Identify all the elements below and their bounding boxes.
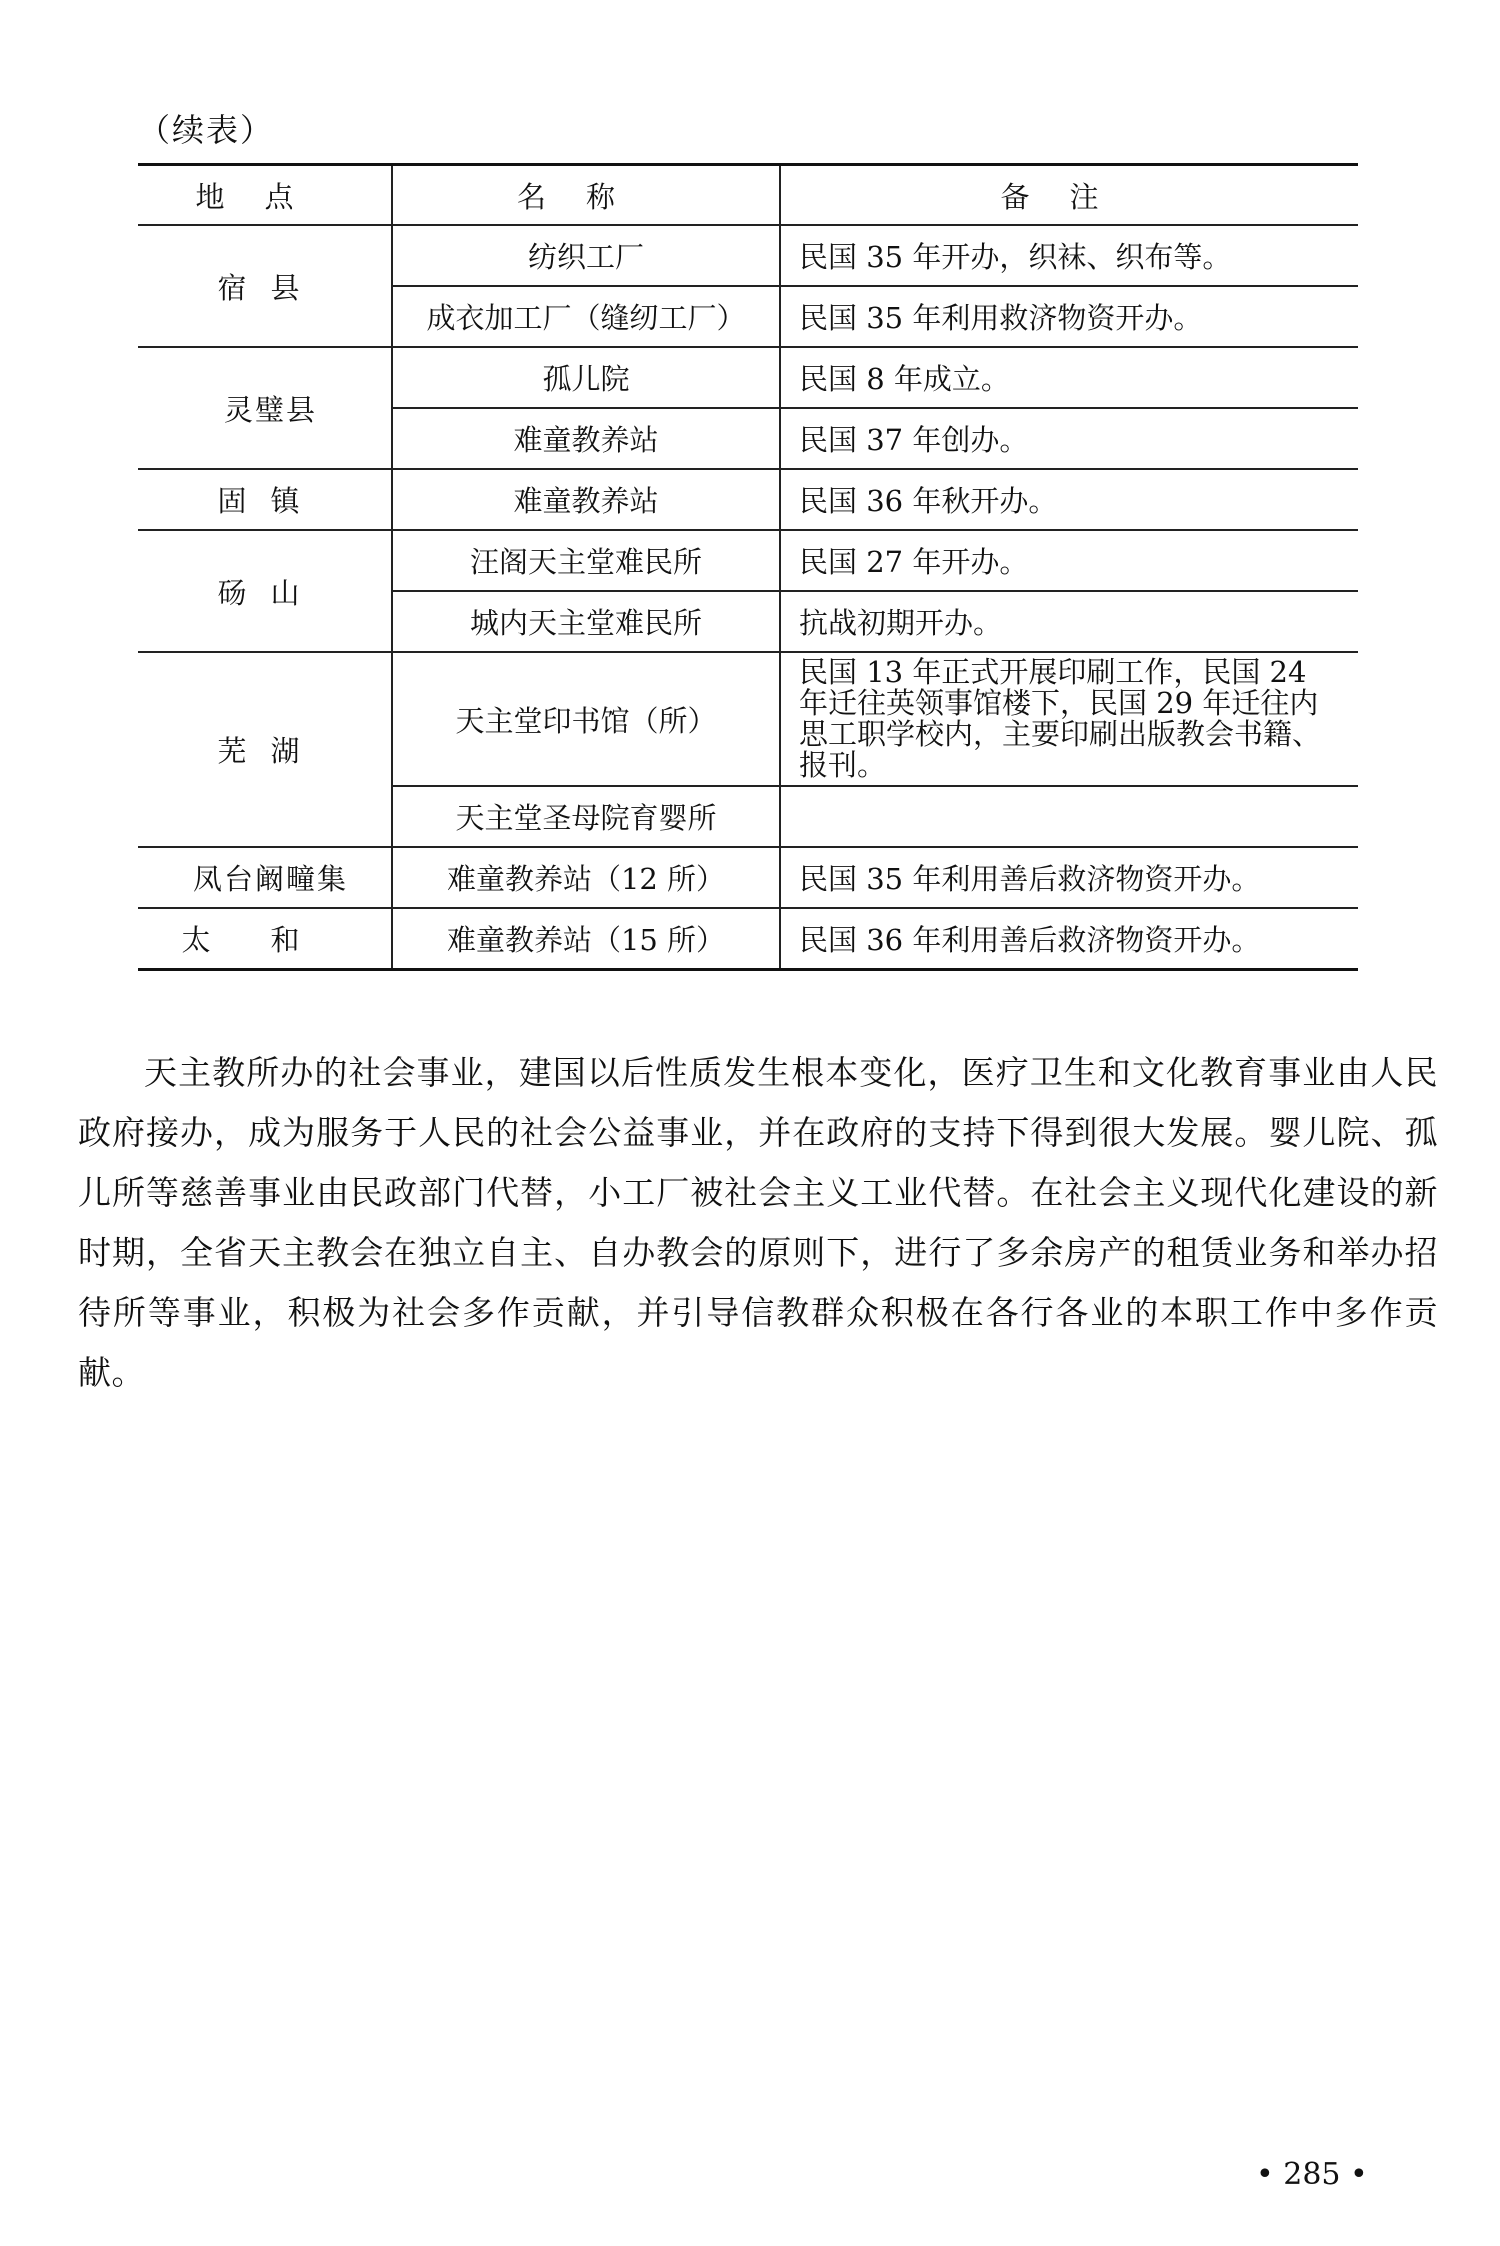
place-cell: 灵璧县 xyxy=(138,347,392,469)
note-cell xyxy=(780,786,1358,847)
name-cell: 汪阁天主堂难民所 xyxy=(392,530,780,591)
note-cell: 民国 37 年创办。 xyxy=(780,408,1358,469)
table-row xyxy=(138,652,1358,786)
header-note: 备注 xyxy=(780,165,1358,226)
note-cell: 抗战初期开办。 xyxy=(780,591,1358,652)
place-cell: 砀山 xyxy=(138,530,392,652)
note-cell: 民国 8 年成立。 xyxy=(780,347,1358,408)
name-cell: 难童教养站 xyxy=(392,408,780,469)
table-row xyxy=(138,225,1358,286)
note-cell: 民国 36 年利用善后救济物资开办。 xyxy=(780,908,1358,970)
note-cell: 民国 35 年利用善后救济物资开办。 xyxy=(780,847,1358,908)
header-name: 名称 xyxy=(392,165,780,226)
name-cell: 纺织工厂 xyxy=(392,225,780,286)
name-cell: 城内天主堂难民所 xyxy=(392,591,780,652)
note-cell: 民国 13 年正式开展印刷工作，民国 24 年迁往英领事馆楼下，民国 29 年迁往内思工职学校内，主要印刷出版教会书籍、报刊。 xyxy=(780,652,1358,786)
body-paragraph: 天主教所办的社会事业，建国以后性质发生根本变化，医疗卫生和文化教育事业由人民政府接办，成为服务于人民的社会公益事业，并在政府的支持下得到很大发展。婴儿院、孤儿所等慈善事业由民政部门代替，小工厂被社会主义工业代替。在社会主义现代化建设的新时期，全省天主教会在独立自主、自办教会的原则下，进行了多余房产的租赁业务和举办招待所等事业，积极为社会多作贡献，并引导信教群众积极在各行各业的本职工作中多作贡献。 xyxy=(78,1053,1438,1392)
note-cell: 民国 35 年利用救济物资开办。 xyxy=(780,286,1358,347)
name-cell: 成衣加工厂（缝纫工厂） xyxy=(392,286,780,347)
continued-label: （续表） xyxy=(138,111,275,149)
place-cell: 固镇 xyxy=(138,469,392,530)
table-row xyxy=(138,347,1358,408)
place-cell: 宿县 xyxy=(138,225,392,347)
name-cell: 天主堂印书馆（所） xyxy=(392,652,780,786)
table-header-row xyxy=(138,165,1358,226)
table-row xyxy=(138,908,1358,970)
page-number: • 285 • xyxy=(1256,2157,1368,2192)
place-cell: 太和 xyxy=(138,908,392,970)
name-cell: 难童教养站（12 所） xyxy=(392,847,780,908)
name-cell: 难童教养站（15 所） xyxy=(392,908,780,970)
name-cell: 难童教养站 xyxy=(392,469,780,530)
name-cell: 孤儿院 xyxy=(392,347,780,408)
place-cell: 芜湖 xyxy=(138,652,392,847)
note-cell: 民国 27 年开办。 xyxy=(780,530,1358,591)
note-cell: 民国 36 年秋开办。 xyxy=(780,469,1358,530)
table-row xyxy=(138,469,1358,530)
table-row xyxy=(138,847,1358,908)
institutions-table xyxy=(138,163,1358,971)
name-cell: 天主堂圣母院育婴所 xyxy=(392,786,780,847)
header-place: 地点 xyxy=(138,165,392,226)
place-cell: 凤台阚疃集 xyxy=(138,847,392,908)
note-cell: 民国 35 年开办，织袜、织布等。 xyxy=(780,225,1358,286)
table-row xyxy=(138,530,1358,591)
